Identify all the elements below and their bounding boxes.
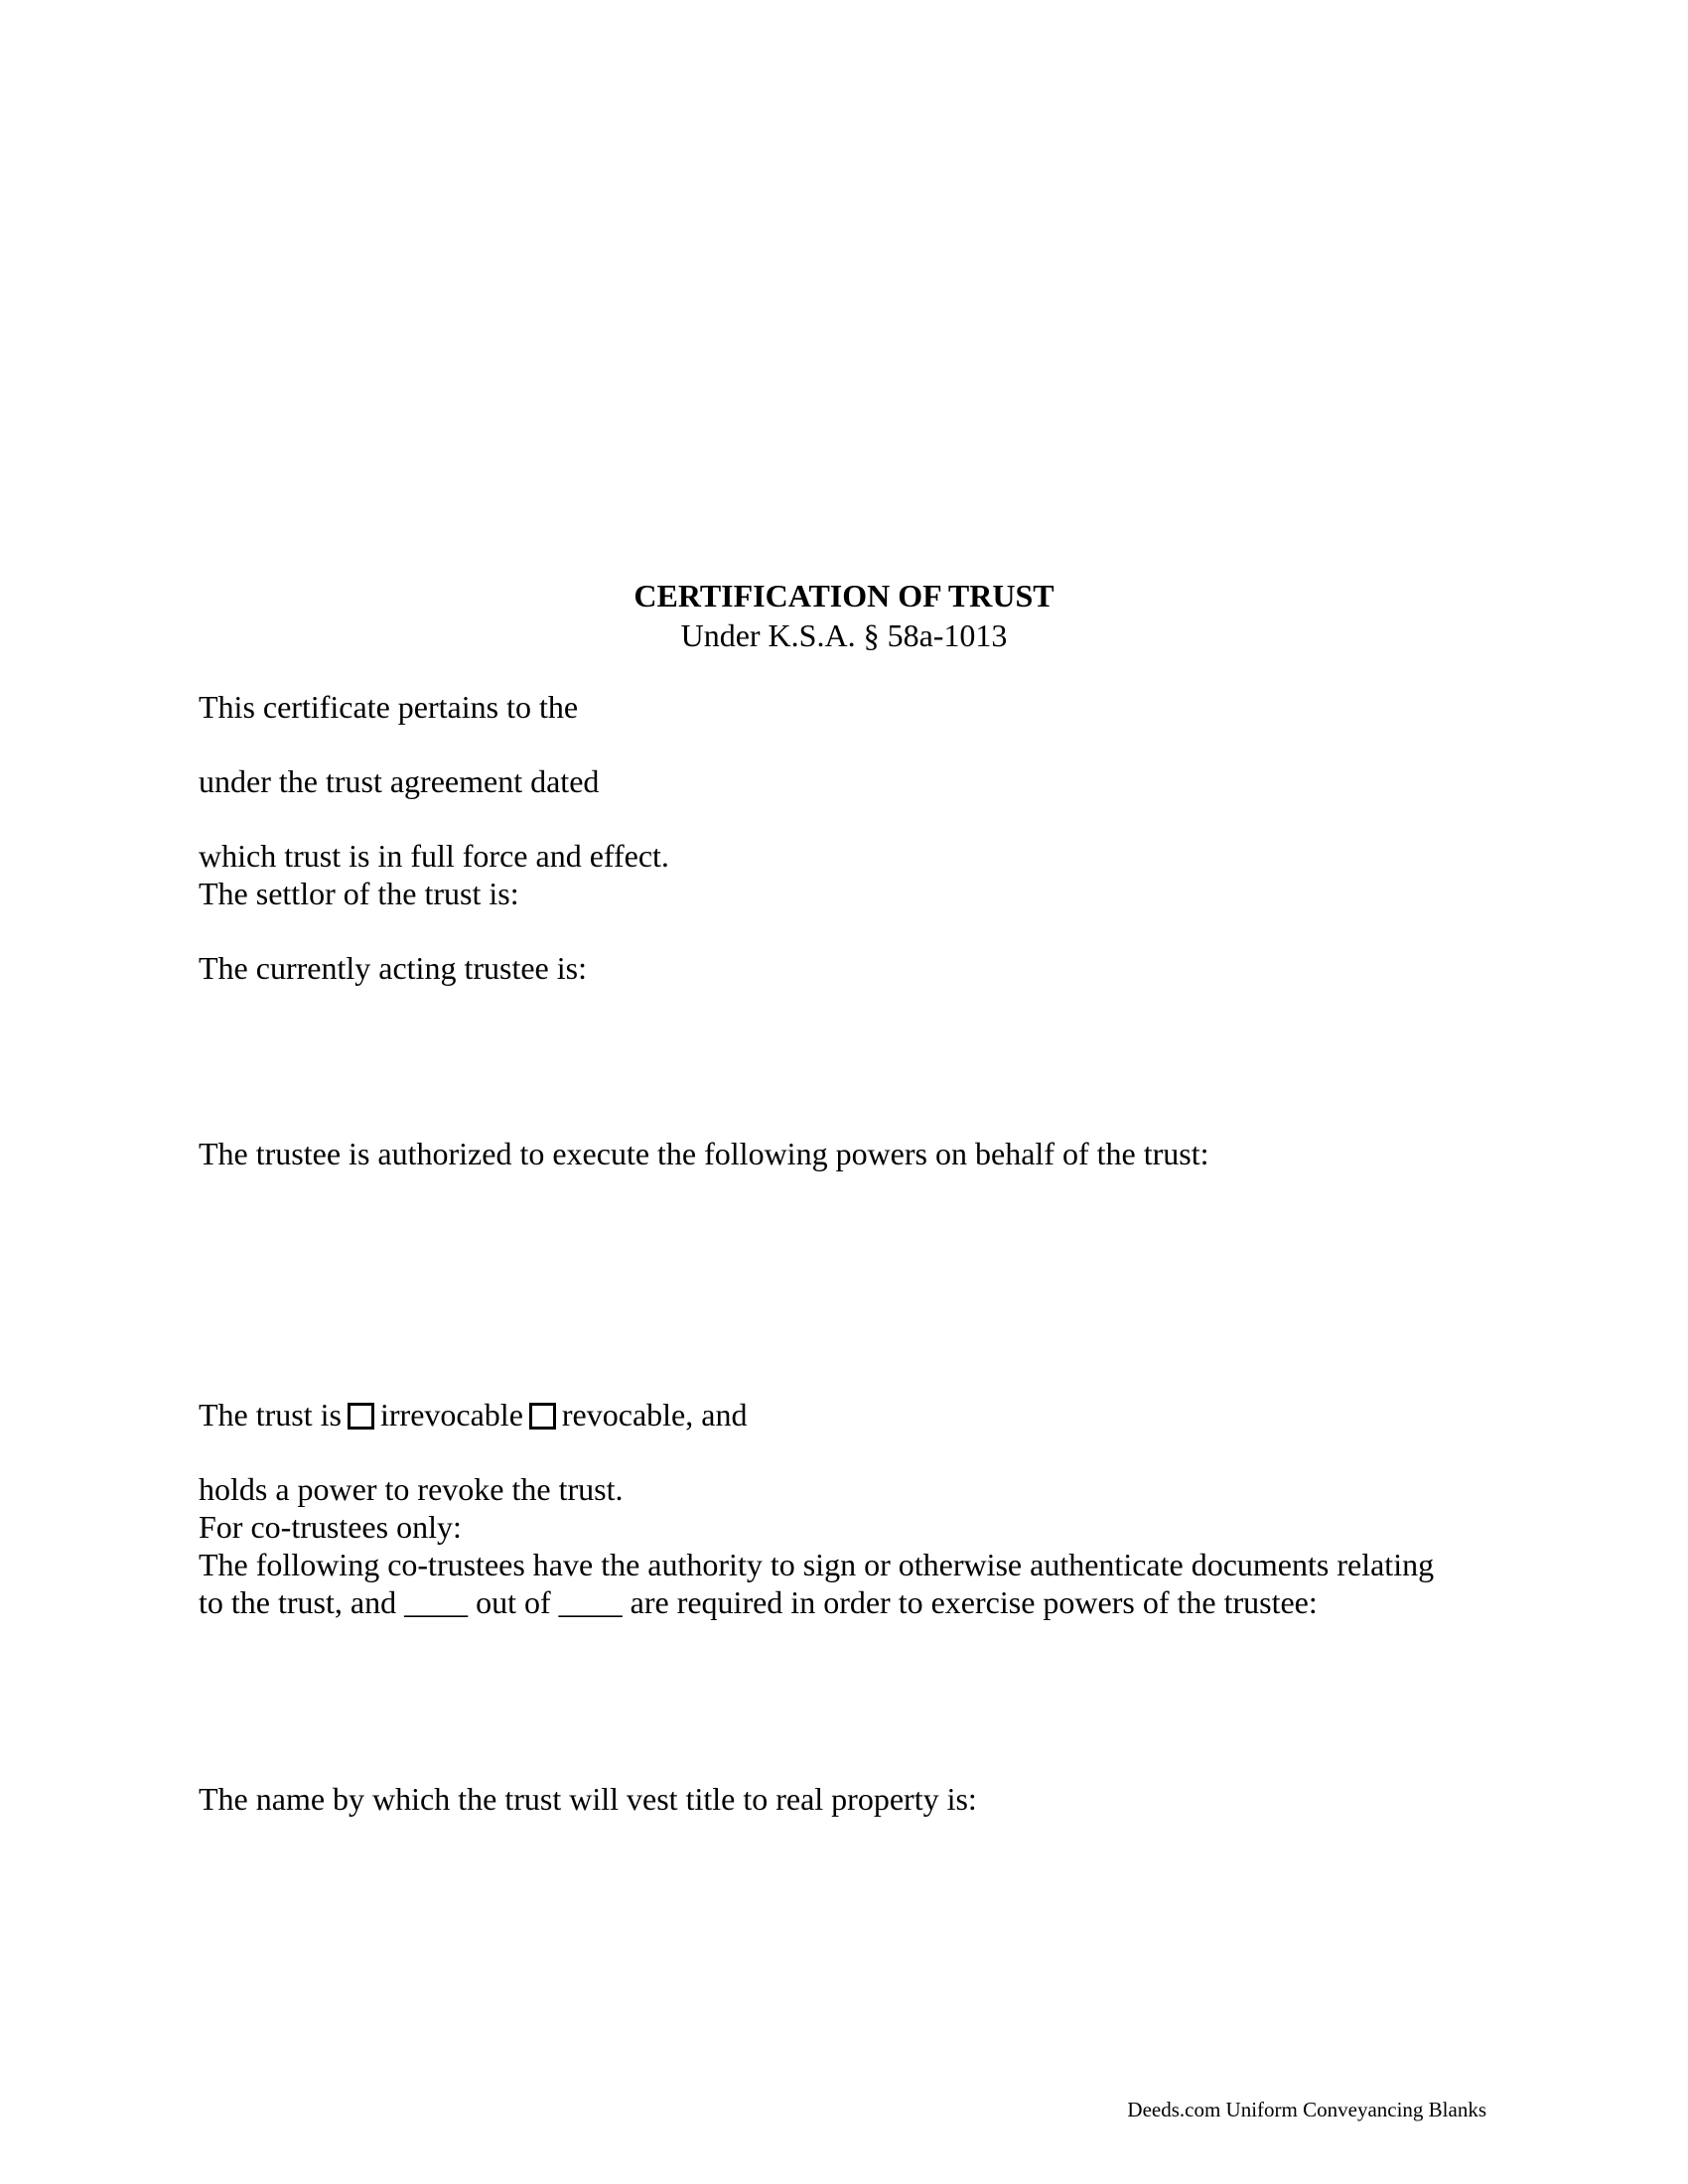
co-trustees-only-line: For co-trustees only: <box>199 1509 462 1545</box>
powers-line: The trustee is authorized to execute the following powers on behalf of the trust: <box>199 1136 1209 1171</box>
settlor-line: The settlor of the trust is: <box>199 876 519 911</box>
trust-is-label: The trust is <box>199 1397 342 1433</box>
agreement-dated-line: under the trust agreement dated <box>199 763 600 799</box>
document-title: CERTIFICATION OF TRUST <box>633 578 1055 614</box>
vest-title-line: The name by which the trust will vest title to real property is: <box>199 1781 977 1817</box>
acting-trustee-line: The currently acting trustee is: <box>199 950 587 986</box>
page-footer: Deeds.com Uniform Conveyancing Blanks <box>1127 2098 1486 2121</box>
irrevocable-label: irrevocable <box>379 1397 523 1433</box>
pertains-line: This certificate pertains to the <box>199 689 579 725</box>
trust-type-line <box>199 1395 747 1434</box>
required-to-exercise-line: to the trust, and ____ out of ____ are required in order to exercise powers of the trustee: <box>199 1584 1318 1620</box>
full-force-line: which trust is in full force and effect. <box>199 838 669 874</box>
co-trustees-authority-line: The following co-trustees have the authority to sign or otherwise authenticate documents relating <box>199 1547 1435 1582</box>
revocable-label: revocable, and <box>561 1397 748 1433</box>
power-to-revoke-line: holds a power to revoke the trust. <box>199 1471 624 1507</box>
document-subtitle: Under K.S.A. § 58a-1013 <box>680 617 1008 653</box>
irrevocable-checkbox[interactable] <box>348 1403 374 1430</box>
revocable-checkbox[interactable] <box>529 1403 556 1430</box>
